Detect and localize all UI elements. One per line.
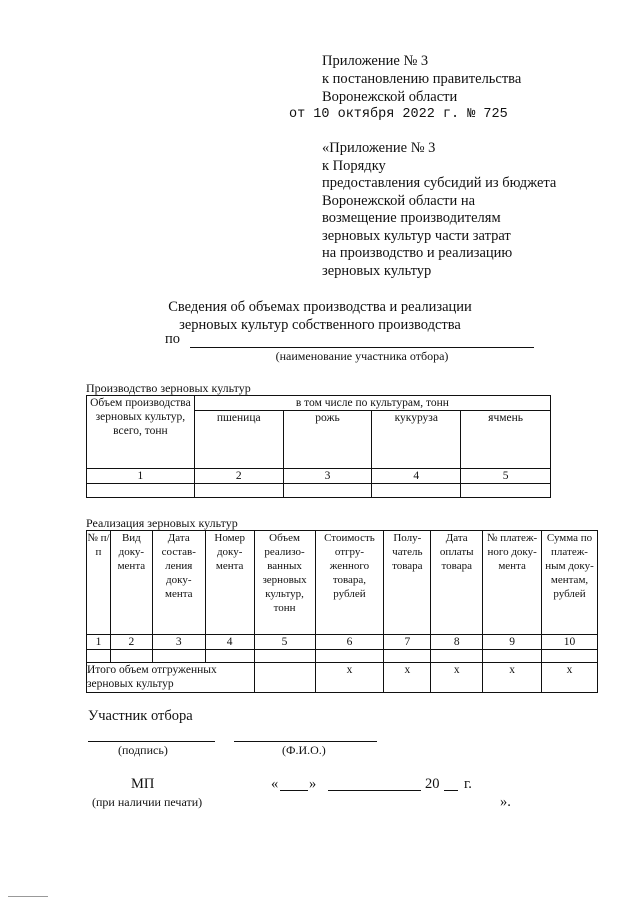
- table2-caption: Реализация зерновых культур: [86, 516, 238, 530]
- crops-group-header: в том числе по культурам, тонн: [194, 396, 550, 411]
- col-number: 1: [87, 635, 111, 650]
- total-mark: х: [483, 663, 542, 693]
- col-number: 6: [315, 635, 384, 650]
- total-row-label: Итого объем отгруженных зерновых культур: [87, 663, 255, 693]
- col-number: 5: [461, 469, 551, 484]
- header2-line: к Порядку: [322, 157, 386, 174]
- header2-line: на производство и реализацию: [322, 245, 513, 261]
- title-line-2: зерновых культур собственного производства: [179, 317, 461, 333]
- date-close-quote: »: [309, 776, 317, 792]
- document-title: [0, 298, 640, 334]
- participant-name-line[interactable]: [190, 347, 534, 348]
- po-label: по: [165, 331, 181, 347]
- mp-label: МП: [131, 776, 155, 792]
- crop-header: рожь: [283, 411, 372, 469]
- header-line: Приложение № 3: [322, 53, 429, 69]
- header-no: № п/п: [87, 531, 111, 635]
- header2-line: зерновых культур: [322, 262, 432, 279]
- data-cell[interactable]: [194, 484, 283, 498]
- year-line[interactable]: [444, 790, 458, 791]
- data-cell[interactable]: [110, 650, 152, 663]
- fio-line[interactable]: [234, 741, 377, 742]
- header-recipient: Полу-чатель товара: [384, 531, 431, 635]
- col-number: 10: [542, 635, 598, 650]
- col-number: 4: [372, 469, 461, 484]
- data-cell[interactable]: [431, 650, 483, 663]
- data-cell[interactable]: [254, 650, 315, 663]
- data-cell[interactable]: [372, 484, 461, 498]
- title-line-1: Сведения об объемах производства и реализации: [168, 299, 472, 315]
- total-mark: х: [384, 663, 431, 693]
- table1-caption: Производство зерновых культур: [86, 381, 251, 395]
- data-cell[interactable]: [384, 650, 431, 663]
- year-suffix: г.: [464, 776, 472, 792]
- col-number: 8: [431, 635, 483, 650]
- header2-line: возмещение производителям: [322, 210, 501, 226]
- header-doc-date: Дата состав-ления доку-мента: [152, 531, 205, 635]
- total-mark: х: [315, 663, 384, 693]
- seal-hint: (при наличии печати): [92, 795, 203, 809]
- appendix-procedure-header: [322, 140, 556, 280]
- header-sold-volume: Объем реализо-ванных зерновых культур, тонн: [254, 531, 315, 635]
- header-payment-doc-no: № платеж-ного доку-мента: [483, 531, 542, 635]
- data-cell[interactable]: [461, 484, 551, 498]
- header2-line: предоставления субсидий из бюджета: [322, 175, 557, 191]
- header2-line: «Приложение № 3: [322, 140, 436, 156]
- header-payment-sum: Сумма по платеж-ным доку-ментам, рублей: [542, 531, 598, 635]
- data-cell[interactable]: [152, 650, 205, 663]
- header-payment-date: Дата оплаты товара: [431, 531, 483, 635]
- col-number: 1: [87, 469, 195, 484]
- appendix-header: [289, 52, 522, 124]
- fio-hint: (Ф.И.О.): [282, 743, 326, 757]
- crop-header: пшеница: [194, 411, 283, 469]
- col-number: 2: [194, 469, 283, 484]
- total-volume-header: Объем производства зерновых культур, всего, тонн: [87, 396, 195, 469]
- header-line: Воронежской области: [322, 89, 458, 105]
- col-number: 4: [205, 635, 254, 650]
- total-mark: х: [431, 663, 483, 693]
- header-date-line: от 10 октября 2022 г. № 725: [289, 107, 508, 122]
- header2-line: зерновых культур части затрат: [322, 227, 511, 244]
- year-prefix: 20: [425, 776, 440, 792]
- data-cell[interactable]: [205, 650, 254, 663]
- signature-hint: (подпись): [118, 743, 168, 757]
- day-line[interactable]: [280, 790, 308, 791]
- col-number: 9: [483, 635, 542, 650]
- data-cell[interactable]: [87, 650, 111, 663]
- header2-line: Воронежской области на: [322, 192, 476, 209]
- col-number: 3: [283, 469, 372, 484]
- production-table: [86, 395, 551, 498]
- crop-header: кукуруза: [372, 411, 461, 469]
- participant-name-hint: (наименование участника отбора): [275, 349, 449, 363]
- header-line: к постановлению правительства: [322, 71, 522, 87]
- crop-header: ячмень: [461, 411, 551, 469]
- total-mark: х: [542, 663, 598, 693]
- col-number: 3: [152, 635, 205, 650]
- participant-label: Участник отбора: [88, 708, 193, 724]
- data-cell[interactable]: [542, 650, 598, 663]
- page-edge-mark: [8, 896, 48, 897]
- header-doc-type: Вид доку-мента: [110, 531, 152, 635]
- data-cell[interactable]: [315, 650, 384, 663]
- data-cell[interactable]: [283, 484, 372, 498]
- total-volume-cell[interactable]: [254, 663, 315, 693]
- header-doc-number: Номер доку-мента: [205, 531, 254, 635]
- header-shipped-cost: Стоимость отгру-женного товара, рублей: [315, 531, 384, 635]
- signature-line[interactable]: [88, 741, 215, 742]
- col-number: 2: [110, 635, 152, 650]
- date-open-quote: «: [271, 776, 279, 792]
- col-number: 5: [254, 635, 315, 650]
- month-line[interactable]: [328, 790, 421, 791]
- col-number: 7: [384, 635, 431, 650]
- data-cell[interactable]: [483, 650, 542, 663]
- closing-quote: ».: [500, 794, 511, 810]
- sales-table: [86, 530, 598, 693]
- data-cell[interactable]: [87, 484, 195, 498]
